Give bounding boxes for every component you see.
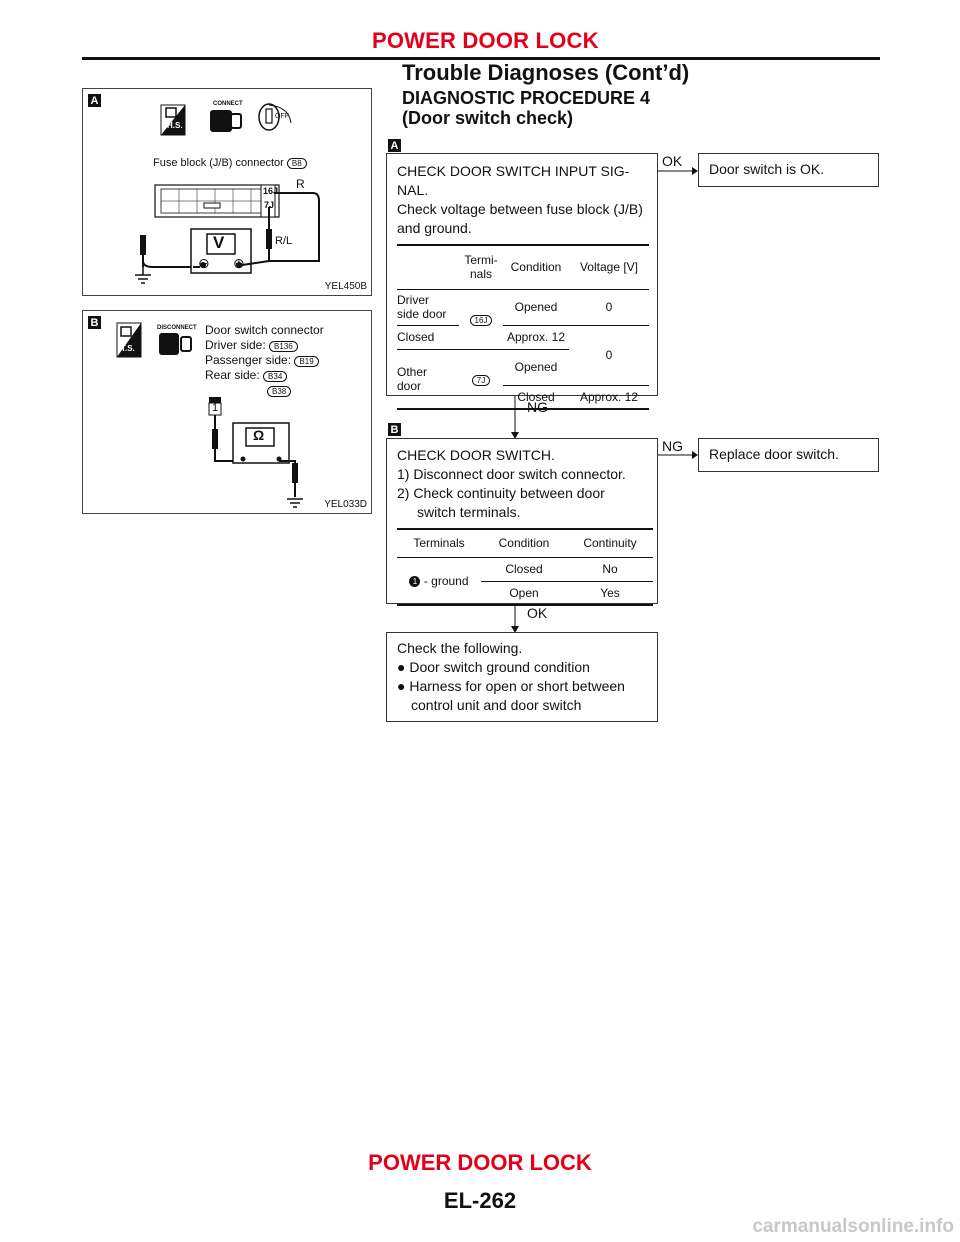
step-c-bullet2-text: Harness for open or short between (409, 678, 625, 694)
table-header-terminals (459, 245, 503, 289)
hs-label: H.S. (167, 121, 183, 130)
off-label: OFF (275, 113, 289, 120)
ground-symbol-b (287, 499, 303, 507)
step-a-line3: Check voltage between fuse block (J/B) (397, 201, 643, 217)
table-b-header-condition: Condition (498, 536, 550, 551)
rear-connector-badge-1: B34 (263, 371, 287, 382)
row-other-v1: 0 (605, 348, 613, 362)
step-b-line4: switch terminals. (417, 504, 521, 520)
step-c-line1: Check the following. (397, 640, 523, 656)
row-other-cond1: Opened (514, 360, 558, 374)
ohmmeter-label: Ω (253, 427, 265, 443)
step-a-ok-label: OK (662, 153, 683, 169)
step-b-ng-result-text: Replace door switch. (709, 446, 839, 462)
table-b-row2-val: Yes (600, 585, 620, 600)
figure-b-code: YEL033D (324, 499, 367, 510)
row-other-v2: Approx. 12 (579, 389, 639, 404)
step-a-ok-arrow (658, 164, 698, 178)
rear-connector-badge-2: B38 (267, 386, 291, 397)
driver-side-label: Driver side: (205, 338, 266, 352)
step-a-ng-arrow (508, 396, 522, 440)
step-a-table (397, 244, 649, 410)
table-b-row1-cond: Closed (505, 562, 543, 576)
pin-label-bottom: 7J (264, 200, 275, 210)
step-a-box (386, 153, 658, 404)
procedure-title (402, 88, 650, 128)
door-switch-connector-list (205, 323, 324, 398)
row-other-cond2: Closed (517, 389, 555, 404)
footer-section: POWER DOOR LOCK (368, 1150, 592, 1175)
ts-label: T.S. (121, 344, 135, 353)
row-driver-v1: 0 (605, 300, 613, 314)
row-other-label-2: door (397, 378, 422, 393)
driver-side-row (205, 338, 324, 353)
hs-icon (161, 105, 185, 135)
terminal-ground-text: - ground (423, 573, 469, 588)
step-b-line3: 2) Check continuity between door (397, 485, 605, 501)
fuse-block-connector (155, 185, 279, 217)
connector-caption (153, 157, 307, 169)
passenger-side-label: Passenger side: (205, 353, 292, 367)
bullet-icon: ● (397, 659, 406, 675)
terminal-number: 1 (212, 402, 219, 414)
row-driver-label-1: Driver (397, 293, 429, 307)
wire-r-label: R (296, 177, 305, 191)
table-header-voltage: Voltage [V] (579, 260, 639, 275)
bullet-icon: ● (397, 678, 406, 694)
row-driver-cond1: Opened (514, 300, 558, 314)
step-a-letter: A (388, 139, 401, 152)
table-header-condition: Condition (510, 260, 562, 275)
step-c-bullet2-cont: control unit and door switch (411, 697, 582, 713)
table-b-row1-val: No (602, 562, 618, 576)
step-b-table (397, 528, 653, 606)
step-b-ok-arrow (508, 604, 522, 634)
table-b-terminal-cell (397, 557, 481, 605)
figure-a (82, 88, 372, 296)
rear-side-row-2 (205, 383, 324, 398)
row-driver-terminal (459, 289, 503, 349)
figure-a-code: YEL450B (324, 281, 367, 292)
ground-symbol (135, 267, 151, 283)
figure-a-letter: A (88, 94, 101, 107)
step-a-line2: NAL. (397, 182, 429, 198)
step-b-ng-label: NG (662, 438, 683, 454)
header-termi: Termi- (464, 253, 498, 268)
step-b-ng-arrow (658, 448, 698, 462)
terminal-7j-badge: 7J (472, 375, 490, 386)
step-a-ng-label: NG (527, 399, 548, 415)
figure-b-letter: B (88, 316, 101, 329)
step-c-bullet1 (397, 658, 647, 677)
passenger-connector-badge: B19 (294, 356, 318, 367)
procedure-title-line2: (Door switch check) (402, 108, 574, 128)
row-other-label-1: Other (397, 364, 428, 379)
step-b-line1: CHECK DOOR SWITCH. (397, 447, 555, 463)
step-a-ok-result-text: Door switch is OK. (709, 161, 825, 177)
watermark: carmanualsonline.info (752, 1216, 954, 1237)
minus-icon: ⊖ (198, 255, 210, 271)
page-number: EL-262 (443, 1188, 517, 1213)
connect-icon (210, 110, 241, 132)
terminal-1-circle: 1 (409, 576, 420, 587)
step-b-line2: 1) Disconnect door switch connector. (397, 466, 626, 482)
voltmeter-label: V (213, 233, 225, 252)
row-driver-v2: Approx. 12 (506, 330, 566, 344)
step-a-line4: and ground. (397, 220, 472, 236)
rear-side-row (205, 368, 324, 383)
door-switch-connector-title: Door switch connector (205, 323, 324, 337)
procedure-title-line1: DIAGNOSTIC PROCEDURE 4 (402, 88, 651, 108)
row-other-label (397, 349, 459, 409)
disconnect-icon (159, 333, 191, 355)
step-b-ng-result (698, 438, 879, 472)
table-b-row2-cond: Open (509, 585, 539, 600)
step-c-bullet1-text: Door switch ground condition (409, 659, 590, 675)
step-c-bullet2 (397, 677, 647, 696)
connector-caption-text: Fuse block (J/B) connector (153, 157, 284, 169)
row-driver-cond2: Closed (397, 330, 435, 344)
step-b-box (386, 438, 658, 604)
driver-connector-badge: B136 (269, 341, 298, 352)
connector-id-badge: B8 (287, 158, 307, 169)
step-b-letter: B (388, 423, 401, 436)
connect-label: CONNECT (213, 101, 243, 107)
row-driver-label-2: side door (397, 307, 447, 321)
step-a-ok-result (698, 153, 879, 187)
section-title: POWER DOOR LOCK (372, 28, 599, 53)
row-other-terminal (459, 349, 503, 409)
header-nals: nals (469, 267, 492, 282)
figure-b (82, 310, 372, 514)
passenger-side-row (205, 353, 324, 368)
rear-side-label: Rear side: (205, 368, 260, 382)
table-b-header-continuity: Continuity (583, 536, 637, 551)
disconnect-label: DISCONNECT (157, 325, 197, 331)
terminal-16j-badge: 16J (470, 315, 493, 326)
row-driver-label (397, 289, 459, 325)
wire-rl-label: R/L (275, 235, 293, 247)
plus-icon: ⊕ (233, 255, 245, 271)
table-b-header-terminals: Terminals (413, 536, 465, 551)
figure-a-diagram (83, 89, 371, 295)
step-a-line1: CHECK DOOR SWITCH INPUT SIG- (397, 163, 630, 179)
step-b-ok-label: OK (527, 605, 548, 621)
pin-label-top: 16J (263, 186, 279, 196)
page-subtitle: Trouble Diagnoses (Cont’d) (402, 60, 690, 85)
step-c-box (386, 632, 658, 722)
